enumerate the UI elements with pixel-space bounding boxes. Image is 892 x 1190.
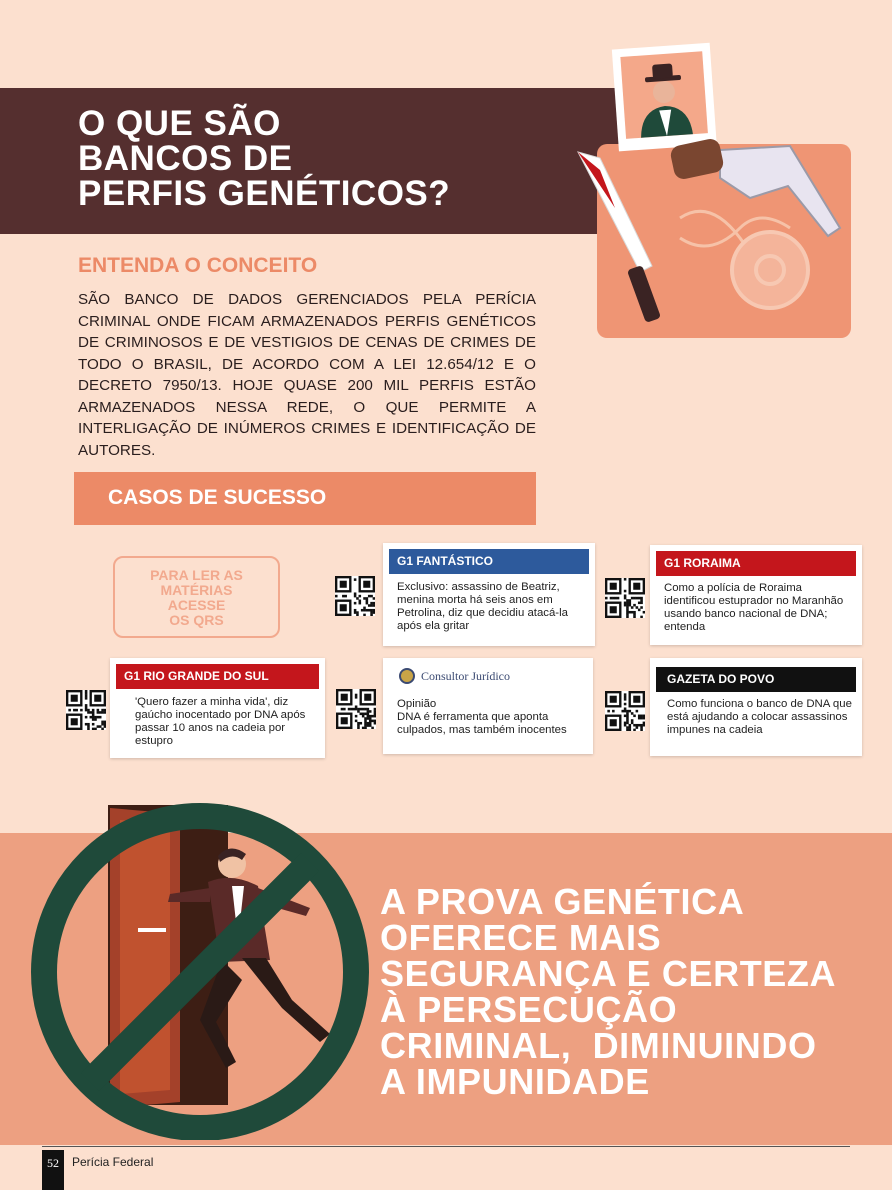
news-card-g1-fantastico[interactable] — [383, 543, 595, 646]
news-card-conjur[interactable] — [383, 658, 593, 754]
qr-code-g1-fantastico[interactable] — [335, 576, 375, 616]
highlight-quote — [380, 881, 880, 1102]
suspect-photo — [612, 43, 717, 152]
quote-line-6: A IMPUNIDADE — [380, 1061, 650, 1102]
cases-heading: CASOS DE SUCESSO — [108, 486, 327, 509]
footer-divider — [42, 1146, 850, 1147]
qr-instruction-line: MATÉRIAS — [160, 582, 233, 598]
title-line-3: PERFIS GENÉTICOS? — [78, 174, 451, 213]
concept-paragraph: SÃO BANCO DE DADOS GERENCIADOS PELA PERÍCIA CRIMINAL ONDE FICAM ARMAZENADOS PERFIS GENÉTICOS DE CRIMINOSOS E DE VESTIGIOS DE CENAS DE CRIMES DE TODO O BRASIL, DE ACORDO COM A LEI 12.654/12 E O DECRETO 7950/13. HOJE QUASE 200 MIL PERFIS ESTÃO ARMAZENADOS NESSA REDE, O QUE PERMITE A INTERLIGAÇÃO DE INÚMEROS CRIMES E IDENTIFICAÇÃO DE AUTORES. — [78, 291, 536, 459]
news-card-g1-rs[interactable] — [110, 658, 325, 758]
qr-code-g1-rs[interactable] — [66, 690, 106, 730]
qr-code-gazeta[interactable] — [605, 691, 645, 731]
card-headline: Como a polícia de Roraima identificou estuprador no Maranhão usando banco nacional de DNA; entenda — [664, 582, 844, 633]
page-title — [78, 106, 598, 211]
concept-heading: ENTENDA O CONCEITO — [78, 254, 318, 277]
publication-name: Perícia Federal — [72, 1155, 154, 1169]
qr-instruction-line: ACESSE — [167, 597, 226, 613]
news-card-gazeta[interactable] — [650, 658, 862, 756]
card-headline: Opinião DNA é ferramenta que aponta culpados, mas também inocentes — [397, 698, 567, 736]
card-source-label: GAZETA DO POVO — [656, 667, 856, 692]
crime-evidence-illustration — [570, 38, 860, 348]
qr-instruction-line: PARA LER AS — [150, 567, 243, 583]
card-headline: 'Quero fazer a minha vida', diz gaúcho inocentado por DNA após passar 10 anos na cadeia por estupro — [135, 696, 306, 747]
quote-line-5: CRIMINAL, DIMINUINDO — [380, 1025, 817, 1066]
card-headline: Como funciona o banco de DNA que está ajudando a colocar assassinos impunes na cadeia — [667, 698, 852, 736]
card-source-label: G1 FANTÁSTICO — [389, 549, 589, 574]
quote-line-2: OFERECE MAIS — [380, 917, 662, 958]
qr-code-conjur[interactable] — [336, 689, 376, 729]
prohibition-illustration — [20, 790, 380, 1140]
quote-line-1: A PROVA GENÉTICA — [380, 881, 745, 922]
qr-code-g1-roraima[interactable] — [605, 578, 645, 618]
card-source-label: G1 RORAIMA — [656, 551, 856, 576]
card-source-label: Consultor Jurídico — [421, 669, 510, 683]
qr-instruction-line: OS QRS — [169, 612, 224, 628]
title-line-1: O QUE SÃO — [78, 104, 281, 143]
conjur-logo-icon — [399, 668, 415, 684]
quote-line-4: À PERSECUÇÃO — [380, 989, 678, 1030]
quote-line-3: SEGURANÇA E CERTEZA — [380, 953, 837, 994]
qr-instruction-box — [113, 556, 280, 638]
title-line-2: BANCOS DE — [78, 139, 293, 178]
card-source-label: G1 RIO GRANDE DO SUL — [116, 664, 319, 689]
news-card-g1-roraima[interactable] — [650, 545, 862, 645]
magnifier-icon — [732, 232, 808, 308]
card-headline: Exclusivo: assassino de Beatriz, menina morta há seis anos em Petrolina, diz que decidiu atacá-la após ela gritar — [397, 581, 568, 632]
page-number: 52 — [42, 1150, 64, 1190]
